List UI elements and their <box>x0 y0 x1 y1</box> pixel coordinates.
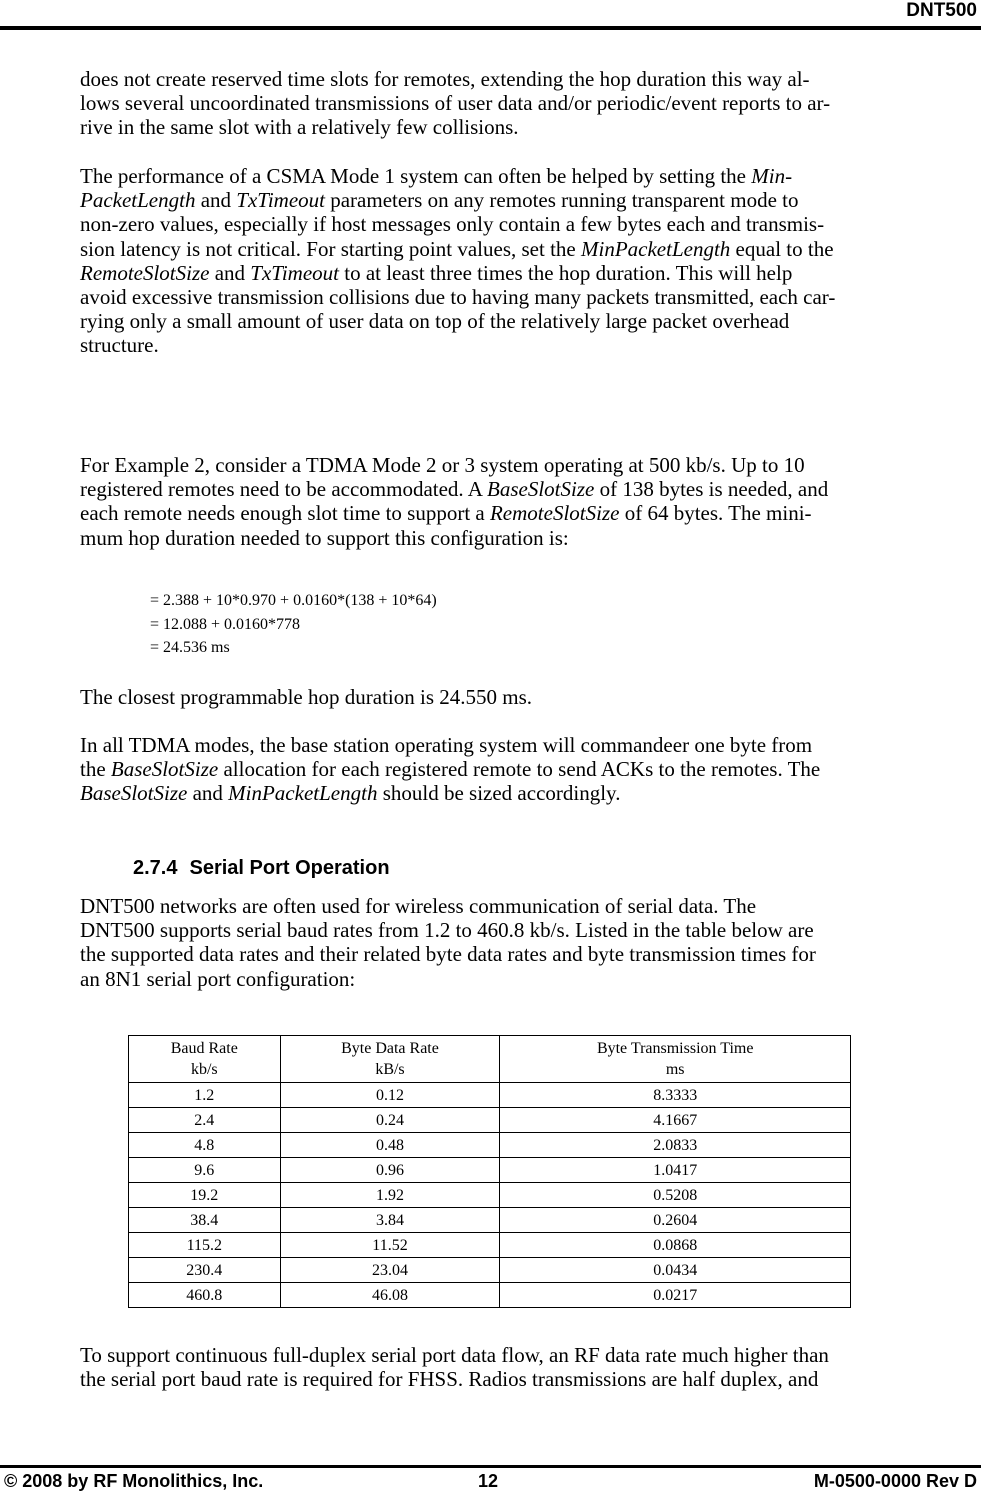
table-cell: 0.0217 <box>500 1283 851 1308</box>
table-cell: 0.12 <box>280 1083 500 1108</box>
text-run: DNT500 networks are often used for wireless communication of serial data. The <box>80 894 757 918</box>
parameter-name: Min- <box>751 164 793 188</box>
footer-copyright: © 2008 by RF Monolithics, Inc. <box>4 1471 264 1491</box>
text-run: to at least three times the hop duration. This will help <box>338 260 793 285</box>
parameter-name: RemoteSlotSize <box>80 260 210 285</box>
section-number: 2.7.4 <box>133 857 178 879</box>
baud-rate-table <box>128 1035 851 1308</box>
table-cell: 0.0434 <box>500 1258 851 1283</box>
text-run: rive in the same slot with a relatively few collisions. <box>80 115 519 140</box>
text-line <box>80 942 816 966</box>
document-id: M-0500-0000 Rev D <box>813 1471 977 1491</box>
table-row <box>129 1258 851 1283</box>
text-line <box>80 894 816 918</box>
column-header <box>280 1036 500 1083</box>
text-line <box>80 285 835 309</box>
parameter-name: MinPacketLength <box>228 781 378 806</box>
table-cell: 0.48 <box>280 1133 500 1158</box>
header-rule <box>0 26 981 30</box>
text-run: does not create reserved time slots for remotes, extending the hop duration this way al- <box>80 67 810 91</box>
table-cell: 2.0833 <box>500 1133 851 1158</box>
text-run: of 64 bytes. The mini- <box>619 501 812 526</box>
paragraph <box>80 1343 829 1391</box>
parameter-name: BaseSlotSize <box>80 781 188 806</box>
text-run: registered remotes need to be accommodated. A <box>80 477 488 502</box>
text-line <box>80 477 828 501</box>
parameter-name: RemoteSlotSize <box>489 501 620 526</box>
text-line <box>80 212 835 236</box>
table-cell: 1.2 <box>129 1083 281 1108</box>
text-line <box>80 733 820 757</box>
table-row <box>129 1133 851 1158</box>
text-line <box>80 309 835 333</box>
text-line <box>80 526 828 550</box>
text-line <box>80 453 828 477</box>
text-run: avoid excessive transmission collisions due to having many packets transmitted, each car- <box>80 285 836 310</box>
table-cell: 23.04 <box>280 1258 500 1283</box>
text-line <box>80 1343 829 1367</box>
text-run: The performance of a CSMA Mode 1 system can often be helped by setting the <box>80 164 752 188</box>
table-cell: 0.5208 <box>500 1183 851 1208</box>
table-cell: 38.4 <box>129 1208 281 1233</box>
table-cell: 46.08 <box>280 1283 500 1308</box>
table-row <box>129 1183 851 1208</box>
text-run: For Example 2, consider a TDMA Mode 2 or 3 system operating at 500 kb/s. Up to 10 <box>80 453 805 477</box>
formula-line: = 12.088 + 0.0160*778 <box>150 615 301 633</box>
formula-line: = 24.536 ms <box>150 639 230 656</box>
table-cell: 9.6 <box>129 1158 281 1183</box>
text-run: and <box>195 188 237 213</box>
text-run: rying only a small amount of user data on top of the relatively large packet overhead <box>80 309 790 334</box>
text-run: The closest programmable hop duration is 24.550 ms. <box>80 685 533 709</box>
text-run: the supported data rates and their related byte data rates and byte transmission times for <box>80 942 816 967</box>
column-title: Byte Transmission Time <box>596 1040 754 1057</box>
paragraph <box>80 894 816 991</box>
table-cell: 0.96 <box>280 1158 500 1183</box>
text-run: lows several uncoordinated transmissions of user data and/or periodic/event reports to ar- <box>80 91 831 116</box>
section-title: Serial Port Operation <box>189 857 390 879</box>
table-cell: 4.1667 <box>500 1108 851 1133</box>
table-cell: 0.2604 <box>500 1208 851 1233</box>
table-cell: 11.52 <box>280 1233 500 1258</box>
table-row <box>129 1108 851 1133</box>
formula-line: = 2.388 + 10*0.970 + 0.0160*(138 + 10*64) <box>150 592 437 609</box>
parameter-name: TxTimeout <box>236 188 325 213</box>
text-line <box>80 781 820 805</box>
table-cell: 0.0868 <box>500 1233 851 1258</box>
table-cell: 4.8 <box>129 1133 281 1158</box>
parameter-name: TxTimeout <box>250 260 339 285</box>
table-row <box>129 1083 851 1108</box>
column-unit: kB/s <box>375 1061 405 1078</box>
paragraph <box>80 685 532 709</box>
table-row <box>129 1233 851 1258</box>
table-row <box>129 1158 851 1183</box>
text-line <box>80 67 830 91</box>
text-run: of 138 bytes is needed, and <box>594 477 829 502</box>
parameter-name: PacketLength <box>80 188 196 213</box>
text-run: and <box>209 260 251 285</box>
section-heading <box>133 857 390 880</box>
parameter-name: BaseSlotSize <box>487 477 595 502</box>
text-run: structure. <box>80 333 159 358</box>
page-number: 12 <box>478 1471 499 1491</box>
table-cell: 19.2 <box>129 1183 281 1208</box>
text-line <box>80 757 820 781</box>
table-cell: 460.8 <box>129 1283 281 1308</box>
text-line <box>80 91 830 115</box>
text-run: To support continuous full-duplex serial port data flow, an RF data rate much higher than <box>80 1343 829 1367</box>
text-line <box>80 1367 829 1391</box>
text-run: and <box>187 781 229 806</box>
text-line <box>80 685 532 709</box>
column-title: Baud Rate <box>170 1040 238 1057</box>
text-run: each remote needs enough slot time to support a <box>80 501 490 526</box>
text-line <box>80 188 835 212</box>
document-title: DNT500 <box>906 0 977 21</box>
table-header-row <box>129 1036 851 1083</box>
text-run: parameters on any remotes running transparent mode to <box>324 188 799 213</box>
text-run: allocation for each registered remote to send ACKs to the remotes. The <box>218 757 821 782</box>
text-run: equal to the <box>730 236 834 261</box>
table-cell: 1.0417 <box>500 1158 851 1183</box>
parameter-name: MinPacketLength <box>581 236 731 261</box>
table-cell: 1.92 <box>280 1183 500 1208</box>
column-header <box>500 1036 851 1083</box>
table-row <box>129 1208 851 1233</box>
paragraph <box>80 453 828 550</box>
text-line <box>80 237 835 261</box>
column-header <box>129 1036 281 1083</box>
table-cell: 2.4 <box>129 1108 281 1133</box>
text-line <box>80 967 816 991</box>
parameter-name: BaseSlotSize <box>110 757 219 782</box>
table-row <box>129 1283 851 1308</box>
text-run: In all TDMA modes, the base station operating system will commandeer one byte from <box>80 733 813 757</box>
table-cell: 230.4 <box>129 1258 281 1283</box>
table-cell: 3.84 <box>280 1208 500 1233</box>
text-line <box>80 918 816 942</box>
text-run: non-zero values, especially if host messages only contain a few bytes each and transmis- <box>80 212 825 237</box>
paragraph <box>80 733 820 806</box>
paragraph <box>80 164 835 358</box>
text-line <box>80 501 828 525</box>
table-cell: 115.2 <box>129 1233 281 1258</box>
text-line <box>80 164 835 188</box>
text-line <box>80 333 835 357</box>
text-run: the serial port baud rate is required for FHSS. Radios transmissions are half duplex, and <box>80 1367 819 1392</box>
text-run: should be sized accordingly. <box>377 781 621 806</box>
table-cell: 8.3333 <box>500 1083 851 1108</box>
text-run: an 8N1 serial port configuration: <box>80 966 356 991</box>
footer-rule <box>0 1465 981 1468</box>
column-unit: kb/s <box>190 1061 218 1078</box>
column-unit: ms <box>665 1061 685 1078</box>
text-run: the <box>80 757 111 782</box>
text-run: DNT500 supports serial baud rates from 1.2 to 460.8 kb/s. Listed in the table below are <box>80 918 814 943</box>
table-body <box>129 1083 851 1308</box>
column-title: Byte Data Rate <box>341 1040 439 1057</box>
text-line <box>80 261 835 285</box>
text-run: mum hop duration needed to support this configuration is: <box>80 525 569 550</box>
text-line <box>80 115 830 139</box>
formula <box>150 589 437 660</box>
paragraph <box>80 67 830 140</box>
text-run: sion latency is not critical. For starting point values, set the <box>80 236 581 261</box>
table-cell: 0.24 <box>280 1108 500 1133</box>
